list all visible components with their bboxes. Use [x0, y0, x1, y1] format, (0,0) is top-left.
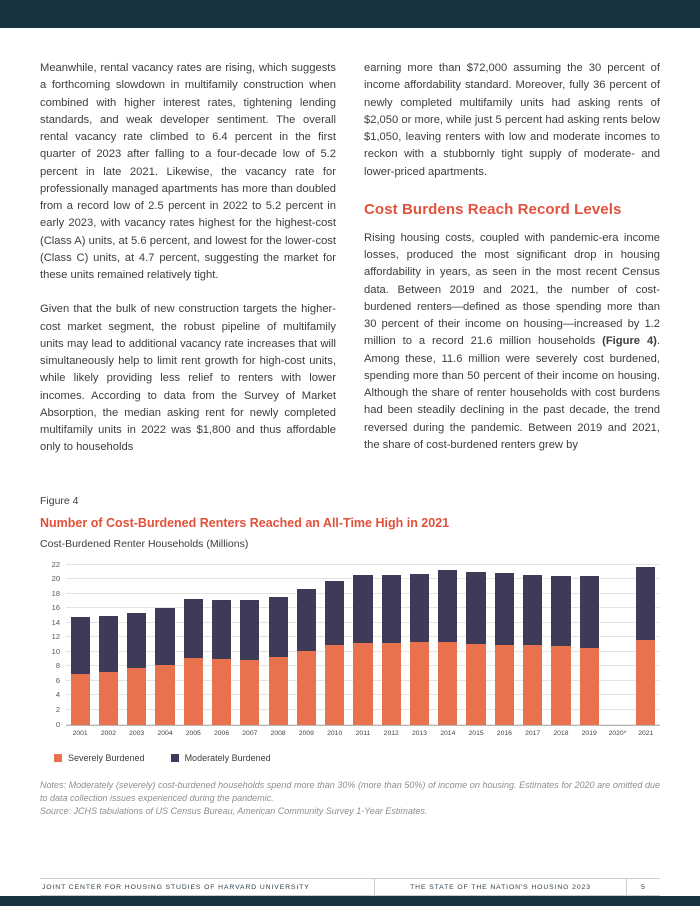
y-tick-label: 14	[51, 617, 60, 627]
legend-swatch-icon	[54, 754, 62, 762]
paragraph: earning more than $72,000 assuming the 30 percent of income affordability standard. Moreover, fully 36 percent of newly completed multifamily units had asking rents of $2,050 or more, while just 5 percent had asking rents below $1,050, leaving renters with low and moderate incomes to reckon with a stubbornly tight supply of moderate- and lower-priced apartments.	[364, 62, 660, 178]
legend-label: Moderately Burdened	[184, 752, 271, 763]
x-tick-label: 2018	[553, 729, 569, 737]
stacked-bar	[184, 599, 203, 724]
stacked-bar	[127, 613, 146, 725]
paragraph-text: Rising housing costs, coupled with pandemic-era income losses, produced the most significant drop in housing affordability in years, as seen in the most recent Census data. Between 2019 and 2021, the number of cost-burdened renters—defined as those spending more than 30 percent of their income on housing—increased by 1.2 million to a record 21.6 million households	[364, 231, 660, 348]
bar-slot	[151, 566, 179, 725]
bar-slot	[405, 566, 433, 725]
bar-segment-severely-burdened	[269, 657, 288, 725]
gridline	[66, 564, 660, 565]
bar-segment-severely-burdened	[184, 658, 203, 725]
bar-segment-moderately-burdened	[636, 567, 655, 640]
bar-segment-severely-burdened	[636, 640, 655, 724]
bar-segment-moderately-burdened	[410, 574, 429, 642]
figure-subtitle: Cost-Burdened Renter Households (Millions)	[40, 537, 249, 550]
bar-segment-severely-burdened	[466, 644, 485, 725]
bar-slot	[292, 566, 320, 725]
x-tick-label: 2011	[355, 729, 371, 737]
plot-area	[51, 559, 660, 729]
bar-segment-severely-burdened	[551, 646, 570, 725]
figure-4-section	[40, 495, 660, 763]
stacked-bar	[240, 600, 259, 724]
legend-item	[54, 753, 145, 763]
stacked-bar	[269, 597, 288, 725]
bar-slot	[66, 566, 94, 725]
y-tick-label: 2	[55, 704, 60, 714]
left-column	[40, 60, 336, 457]
bar-slot	[321, 566, 349, 725]
bar-slot	[547, 566, 575, 725]
stacked-bar	[523, 575, 542, 725]
right-column	[364, 60, 660, 457]
bar-segment-moderately-burdened	[127, 613, 146, 668]
bar-slot	[123, 566, 151, 725]
bar-segment-severely-burdened	[240, 660, 259, 725]
bar-segment-moderately-burdened	[297, 589, 316, 651]
stacked-bar	[551, 576, 570, 724]
bar-segment-moderately-burdened	[466, 572, 485, 644]
figure-label: Figure 4	[40, 494, 79, 507]
bar-slot	[179, 566, 207, 725]
paragraph: Meanwhile, rental vacancy rates are rising, which suggests a forthcoming slowdown in multifamily construction when combined with higher interest rates, tightening lending standards, and weak developer sentiment. The overall rental vacancy rate climbed to 6.4 percent in the first quarter of 2023 after falling to a four-decade low of 5.2 percent in late 2021. Likewise, the vacancy rate for professionally managed apartments has more than doubled from a record low of 2.5 percent in 2022 to 5.2 percent in early 2023, with vacancy rates highest for the highest-cost (Class A) units, at 5.6 percent, and lowest for the lower-cost (Class C) units, at 4.7 percent, suggesting the market for these units remained relatively tight.	[40, 62, 336, 281]
legend-swatch-icon	[171, 754, 179, 762]
paragraph	[364, 230, 660, 454]
x-tick-label: 2010	[327, 729, 343, 737]
bar-slot	[490, 566, 518, 725]
y-tick-label: 4	[55, 690, 60, 700]
figure-notes	[40, 779, 660, 818]
bar-slot	[632, 566, 660, 725]
stacked-bar	[353, 575, 372, 724]
y-tick-label: 22	[51, 559, 60, 569]
x-tick-label: 2003	[129, 729, 145, 737]
bar-slot	[434, 566, 462, 725]
bar-slot	[264, 566, 292, 725]
x-tick-label: 2012	[383, 729, 399, 737]
x-tick-label: 2005	[185, 729, 201, 737]
stacked-bar	[495, 573, 514, 725]
bar-slot	[349, 566, 377, 725]
footer-publisher: JOINT CENTER FOR HOUSING STUDIES OF HARVARD UNIVERSITY	[42, 883, 310, 891]
bar-slot	[575, 566, 603, 725]
stacked-bar	[71, 617, 90, 725]
bar-segment-moderately-burdened	[353, 575, 372, 643]
bar-segment-severely-burdened	[580, 648, 599, 724]
notes-line: Notes: Moderately (severely) cost-burdened households spend more than 30% (more than 50%) of income on housing. Estimates for 2020 are omitted due to data collection issues experienced during the pandemic.	[40, 779, 660, 803]
stacked-bar	[155, 608, 174, 724]
x-tick-label: 2016	[496, 729, 512, 737]
bar-slot	[94, 566, 122, 725]
stacked-bar	[325, 581, 344, 725]
bar-segment-moderately-burdened	[99, 616, 118, 672]
y-tick-label: 10	[51, 646, 60, 656]
stacked-bar	[212, 600, 231, 724]
stacked-bar-chart	[40, 559, 660, 763]
footer-report-title: THE STATE OF THE NATION'S HOUSING 2023	[374, 879, 626, 895]
bar-segment-severely-burdened	[127, 668, 146, 725]
stacked-bar	[99, 616, 118, 724]
x-tick-label: 2015	[468, 729, 484, 737]
bar-segment-severely-burdened	[382, 643, 401, 724]
page-number: 5	[626, 879, 660, 895]
stacked-bar	[580, 576, 599, 724]
x-tick-label: 2013	[411, 729, 428, 737]
stacked-bar	[438, 570, 457, 724]
x-tick-label: 2006	[213, 729, 230, 737]
stacked-bar	[297, 589, 316, 724]
x-tick-label: 2020*	[608, 729, 627, 737]
bar-segment-moderately-burdened	[71, 617, 90, 674]
bar-segment-moderately-burdened	[240, 600, 259, 660]
bar-slot	[519, 566, 547, 725]
x-tick-label: 2008	[270, 729, 286, 737]
figure-title: Number of Cost-Burdened Renters Reached an All-Time High in 2021	[40, 515, 450, 530]
bar-segment-moderately-burdened	[551, 576, 570, 646]
paragraph-text: . Among these, 11.6 million were severely cost burdened, spending more than 50 percent of their income on housing. Although the share of renter households with cost burdens had been steadily declining in the past decade, the trend reversed during the pandemic. Between 2019 and 2021, the share of cost-burdened renters grew by	[364, 335, 660, 451]
bar-slot	[207, 566, 235, 725]
stacked-bar	[636, 567, 655, 724]
y-tick-label: 20	[51, 574, 60, 584]
x-tick-label: 2017	[525, 729, 541, 737]
bar-segment-severely-burdened	[523, 645, 542, 724]
bar-slot	[462, 566, 490, 725]
x-tick-label: 2019	[581, 729, 597, 737]
legend-label: Severely Burdened	[68, 752, 145, 763]
bar-segment-moderately-burdened	[580, 576, 599, 648]
page-content	[40, 60, 660, 818]
bar-segment-moderately-burdened	[523, 575, 542, 646]
x-tick-label: 2009	[298, 729, 314, 737]
bottom-accent-band	[0, 896, 700, 906]
paragraph: Given that the bulk of new construction targets the higher-cost market segment, the robust pipeline of multifamily units may lead to additional vacancy rate increases that will simultaneously help to limit rent growth for high-cost units, while likely providing less relief to renters with lower incomes. According to data from the Survey of Market Absorption, the median asking rent for newly completed multifamily units in 2022 was $1,800 and thus affordable only to households	[40, 303, 336, 454]
x-tick-label: 2004	[157, 729, 173, 737]
bar-slot	[377, 566, 405, 725]
y-tick-label: 0	[55, 719, 60, 729]
bar-segment-moderately-burdened	[155, 608, 174, 665]
y-tick-label: 8	[55, 661, 60, 671]
bar-segment-severely-burdened	[438, 642, 457, 725]
bar-segment-moderately-burdened	[438, 570, 457, 641]
figure-reference: (Figure 4)	[602, 335, 657, 348]
y-tick-label: 6	[55, 675, 60, 685]
stacked-bar	[410, 574, 429, 725]
y-axis	[40, 559, 60, 729]
top-accent-band	[0, 0, 700, 28]
bar-segment-moderately-burdened	[184, 599, 203, 657]
bar-slot	[603, 566, 631, 725]
x-tick-label: 2001	[72, 729, 88, 737]
bar-segment-moderately-burdened	[212, 600, 231, 659]
stacked-bar	[466, 572, 485, 725]
bar-segment-severely-burdened	[325, 645, 344, 724]
bar-segment-severely-burdened	[495, 645, 514, 725]
bar-segment-severely-burdened	[71, 674, 90, 725]
x-axis-labels	[66, 730, 660, 737]
bar-segment-moderately-burdened	[495, 573, 514, 645]
bar-segment-moderately-burdened	[269, 597, 288, 657]
bar-segment-severely-burdened	[410, 642, 429, 725]
bar-segment-severely-burdened	[212, 659, 231, 724]
page-footer	[40, 878, 660, 896]
y-tick-label: 16	[51, 603, 60, 613]
x-tick-label: 2014	[440, 729, 456, 737]
x-tick-label: 2007	[242, 729, 258, 737]
x-tick-label: 2002	[100, 729, 116, 737]
bar-segment-severely-burdened	[353, 643, 372, 724]
two-column-text	[40, 60, 660, 457]
bar-segment-moderately-burdened	[325, 581, 344, 646]
bar-segment-severely-burdened	[297, 651, 316, 724]
y-tick-label: 18	[51, 588, 60, 598]
bar-segment-moderately-burdened	[382, 575, 401, 643]
bar-segment-severely-burdened	[99, 672, 118, 724]
x-tick-label: 2021	[638, 729, 654, 737]
bar-segment-severely-burdened	[155, 665, 174, 725]
bar-slot	[236, 566, 264, 725]
y-tick-label: 12	[51, 632, 60, 642]
bars	[66, 566, 660, 725]
legend-item	[171, 753, 271, 763]
stacked-bar	[382, 575, 401, 725]
section-heading: Cost Burdens Reach Record Levels	[364, 200, 622, 218]
source-line: Source: JCHS tabulations of US Census Bureau, American Community Survey 1-Year Estimates.	[40, 805, 428, 816]
chart-legend	[54, 753, 660, 763]
